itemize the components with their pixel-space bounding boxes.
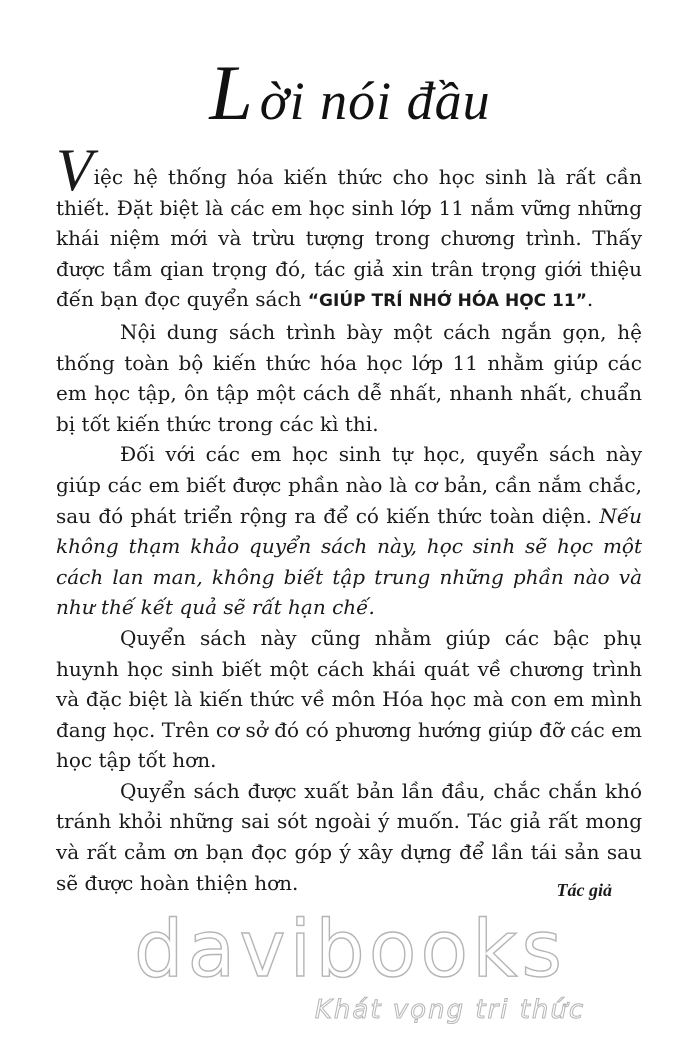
paragraph-1-text: iệc hệ thống hóa kiến thức cho học sinh là rất cần thiết. Đặt biệt là các em học sinh lớp 11 nắm vững những khái niệm mới và trừu tượng trong chương trình. Thấy được tầm qian trọng đó, tác giả xin trân trọng giới thiệu đến bạn đọc quyển sách xyxy=(56,165,642,312)
paragraph-2: Nội dung sách trình bày một cách ngắn gọn, hệ thống toàn bộ kiến thức hóa học lớp 11 nhằm giúp các em học tập, ôn tập một cách dễ nhất, nhanh nhất, chuẩn bị tốt kiến thức trong các kì thi. xyxy=(56,319,642,436)
title-initial: L xyxy=(209,49,254,136)
watermark-slogan: Khát vọng tri thức xyxy=(314,995,586,1025)
paragraph-4: Quyển sách này cũng nhằm giúp các bậc phụ huynh học sinh biết một cách khái quát về chương trình và đặc biệt là kiến thức về môn Hóa học mà con em mình đang học. Trên cơ sở đó có phương hướng giúp đỡ các em học tập tốt hơn. xyxy=(56,625,642,773)
title-rest: ời nói đầu xyxy=(259,71,491,131)
paragraph-1 xyxy=(56,137,642,317)
paragraph-5: Quyển sách được xuất bản lần đầu, chắc chắn khó tránh khỏi những sai sót ngoài ý muốn. Tác giả rất mong và rất cảm ơn bạn đọc góp ý xây dựng để lần tái sản sau sẽ được hoàn thiện hơn. xyxy=(56,778,642,895)
watermark-name: davibooks xyxy=(134,905,566,995)
paragraph-1-end: . xyxy=(586,287,594,312)
paragraph-3-italic: Nếu không thạm khảo quyển sách này, học sinh sẽ học một cách lan man, không biết tập trung những phần nào và như thế kết quả sẽ rất hạn chế. xyxy=(56,503,642,620)
drop-cap: V xyxy=(56,137,93,203)
paragraph-3-text: Đối với các em học sinh tự học, quyển sách này giúp các em biết được phần nào là cơ bản, cần nắm chắc, sau đó phát triển rộng ra để có kiến thức toàn diện. xyxy=(56,442,642,528)
preface-body xyxy=(56,137,642,898)
signature: Tác giả xyxy=(556,880,612,900)
page-title xyxy=(0,48,700,138)
paragraph-3 xyxy=(56,439,642,623)
book-title: “GIÚP TRÍ NHỚ HÓA HỌC 11” xyxy=(307,291,587,312)
